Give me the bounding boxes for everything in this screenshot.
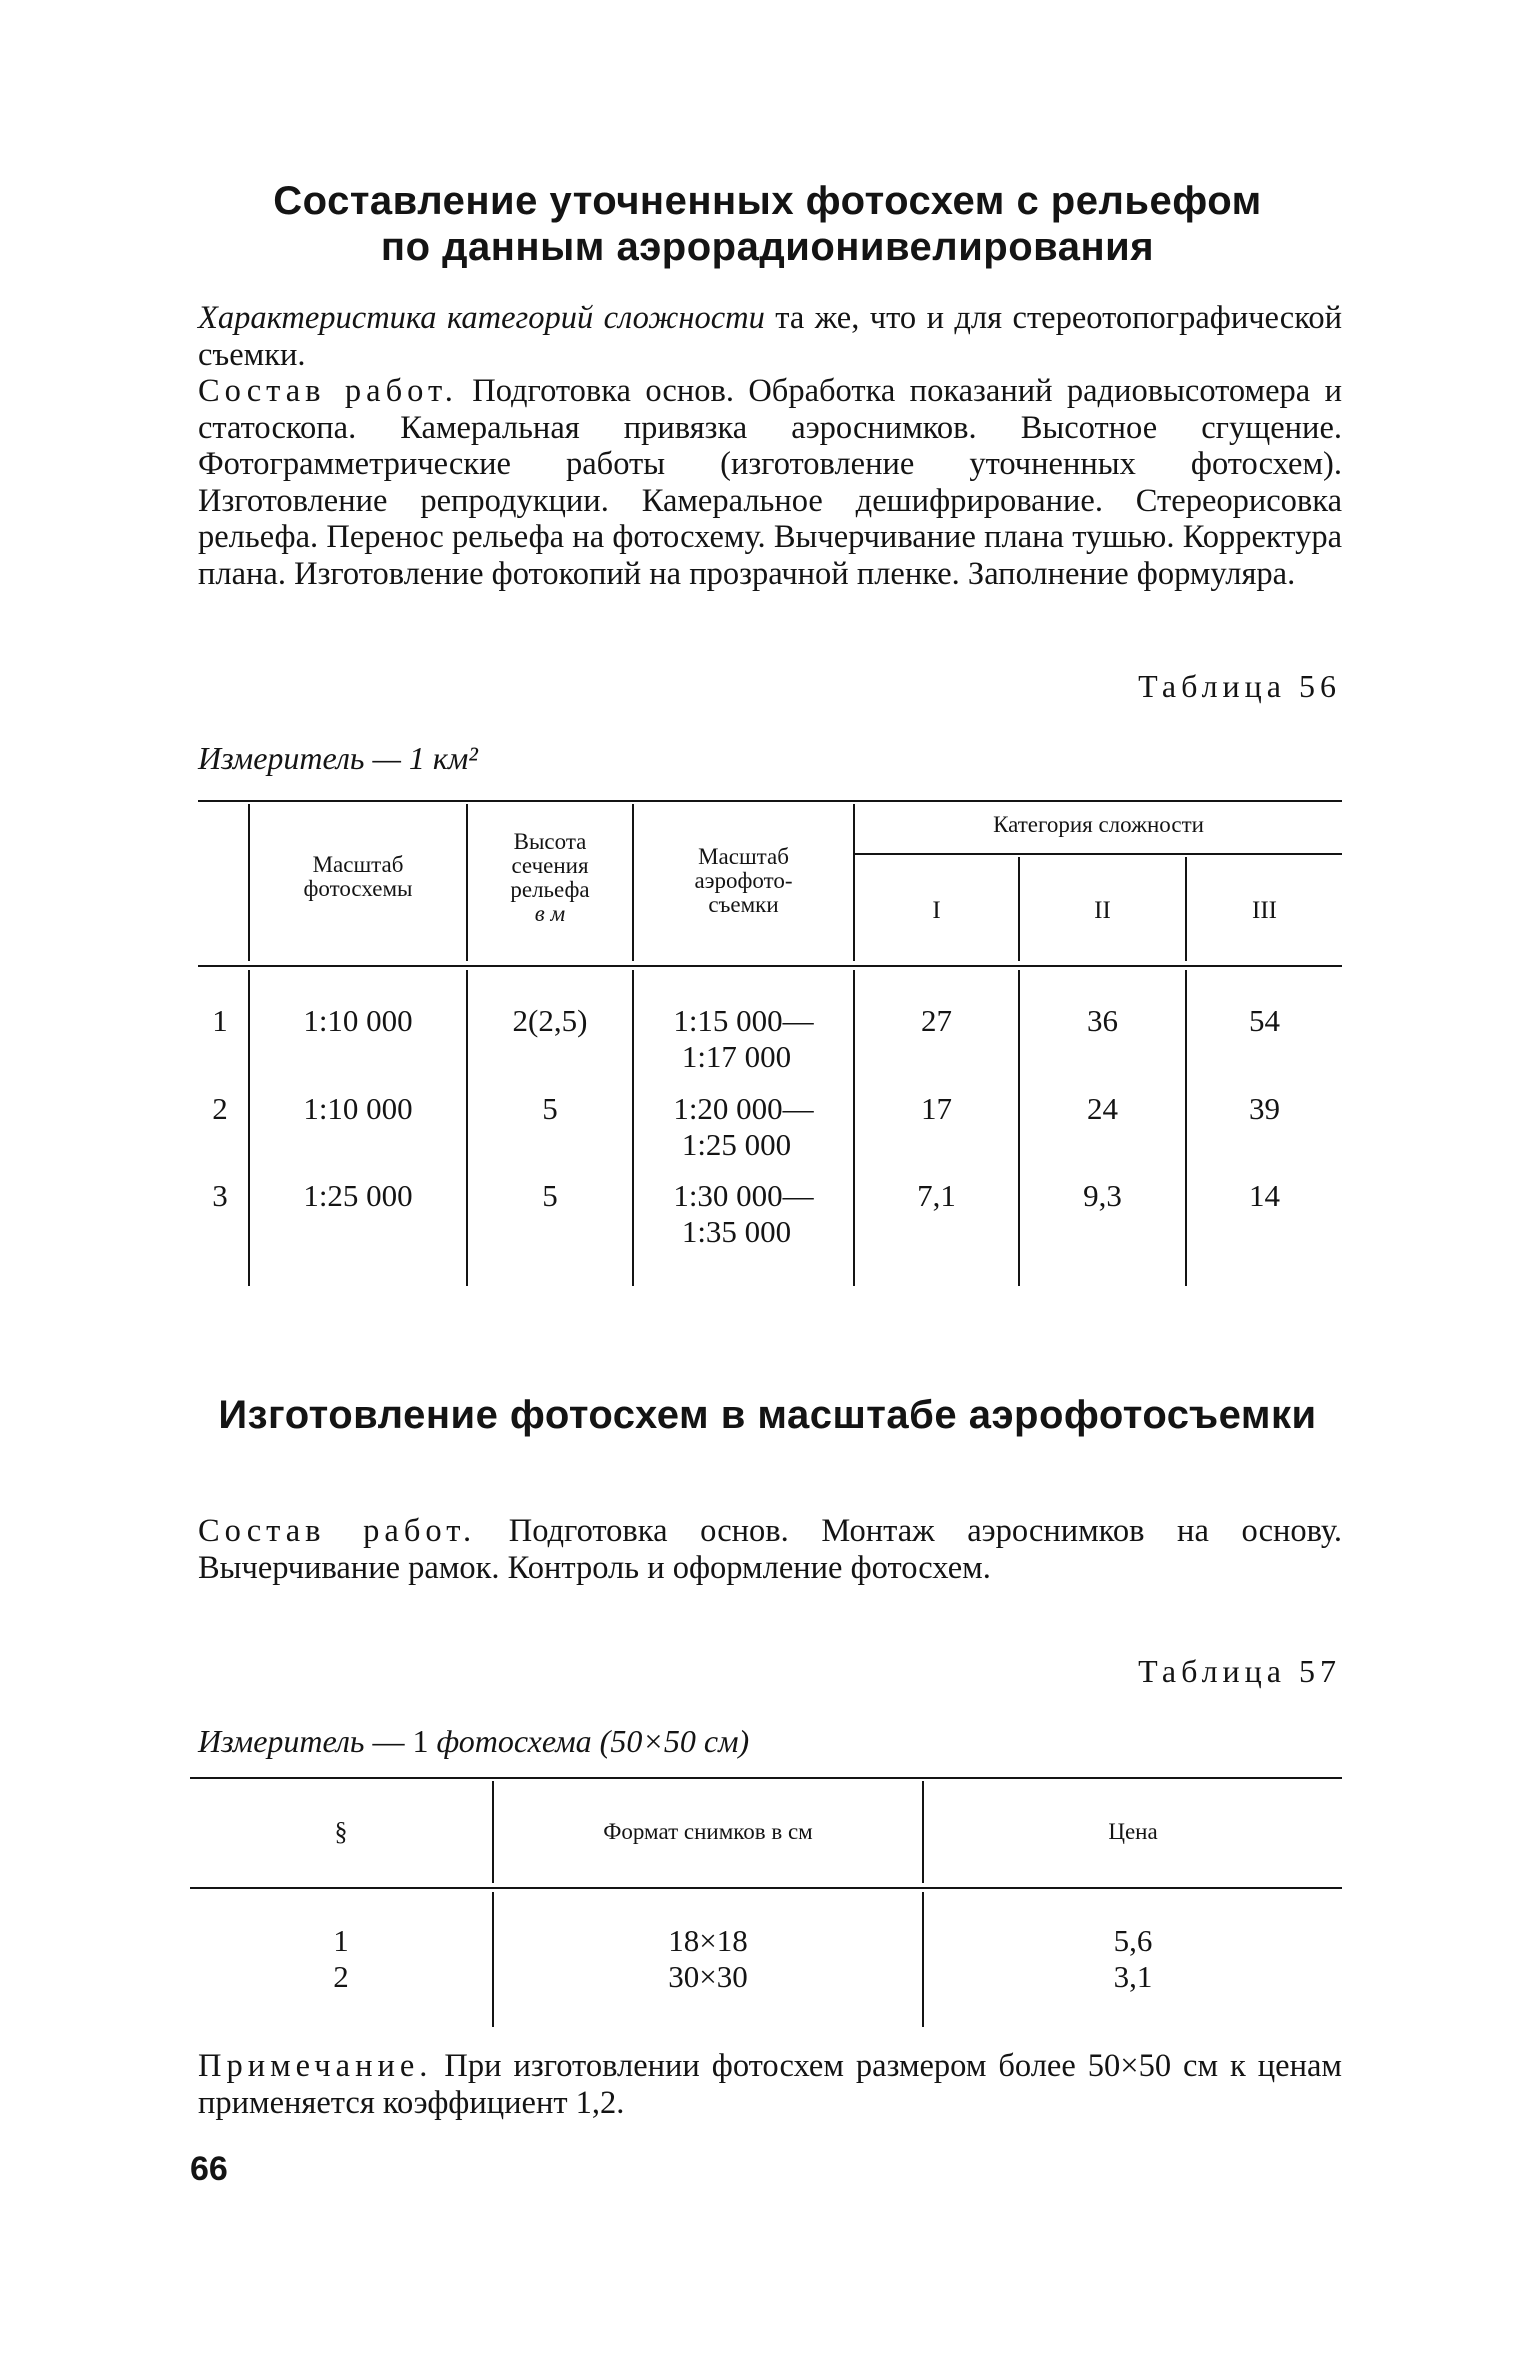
aerial-scale-to: 1:35 000 [681, 1214, 792, 1249]
header-category: Категория сложности [993, 812, 1204, 837]
price-cat2: 9,3 [1083, 1178, 1122, 1213]
row-number: 2 [333, 1959, 349, 1994]
price-cat2: 24 [1087, 1091, 1118, 1126]
header-aerial-scale [634, 845, 853, 917]
aerial-scale-from: 1:15 000— [673, 1003, 814, 1038]
table56-header-rule [198, 965, 1342, 967]
price: 3,1 [1113, 1959, 1153, 1994]
snapshot-format: 18×18 [668, 1923, 748, 1958]
header-text: съемки [708, 892, 779, 917]
table56-top-rule [198, 800, 1342, 802]
header-paragraph-sign: § [334, 1817, 348, 1846]
price-cat1: 7,1 [917, 1178, 956, 1213]
work-text: Подготовка основ. Монтаж аэроснимков на основу. Вычерчивание рамок. Контроль и оформление фотосхем. [198, 1513, 1342, 1586]
header-cat1: I [932, 897, 941, 924]
header-cat2: II [1094, 897, 1111, 924]
price-cat1: 27 [921, 1003, 952, 1038]
snapshot-format: 30×30 [668, 1959, 748, 1994]
relief-height: 5 [542, 1091, 558, 1126]
table56-measure: Измеритель — 1 км² [198, 740, 478, 776]
work-label: Состав работ. [198, 1513, 477, 1549]
work-label: Состав работ. [198, 373, 458, 409]
price-cat3: 54 [1249, 1003, 1280, 1038]
photo-scale: 1:25 000 [303, 1178, 413, 1213]
section1-paragraph [198, 300, 1342, 592]
price-cat3: 14 [1249, 1178, 1280, 1213]
note-text: При изготовлении фотосхем размером более 50×50 см к ценам применяется коэффициент 1,2. [198, 2048, 1342, 2121]
row-number: 1 [333, 1923, 349, 1958]
row-number: 1 [212, 1003, 228, 1038]
photo-scale: 1:10 000 [303, 1091, 413, 1126]
table57-header-rule [190, 1887, 1342, 1889]
header-text: Масштаб [698, 844, 789, 869]
row-number: 3 [212, 1178, 228, 1213]
relief-height: 2(2,5) [512, 1003, 588, 1038]
header-text: Высота [513, 829, 587, 854]
aerial-scale-from: 1:20 000— [673, 1091, 814, 1126]
work-text: Подготовка основ. Обработка показаний радиовысотомера и статоскопа. Камеральная привязка аэроснимков. Высотное сгущение. Фотограмметрические работы (изготовление уточненных фотосхем). Изготовление репродукции. Камеральное дешифрирование. Стереорисовка рельефа. Перенос рельефа на фотосхему. Вычерчивание плана тушью. Корректура плана. Изготовление фотокопий на прозрачной пленке. Заполнение формуляра. [198, 373, 1343, 592]
aerial-scale-to: 1:25 000 [681, 1127, 792, 1162]
header-text: рельефа [510, 877, 590, 902]
table57-measure [198, 1723, 749, 1760]
page-number: 66 [190, 2150, 228, 2188]
measure-label: Измеритель [198, 1723, 365, 1759]
price-cat3: 39 [1249, 1091, 1280, 1126]
header-text: Масштаб [312, 852, 404, 877]
price-cat2: 36 [1087, 1003, 1118, 1038]
header-relief-height [468, 830, 632, 926]
row-number: 2 [212, 1091, 228, 1126]
header-text: сечения [511, 853, 589, 878]
price-cat1: 17 [921, 1091, 952, 1126]
header-format: Формат снимков в см [603, 1819, 813, 1844]
header-text: аэрофото- [694, 868, 793, 893]
header-text: в м [534, 901, 566, 926]
header-text: фотосхемы [303, 876, 413, 901]
characteristic-rest: та же, что и для стереотопографической съемки. [198, 300, 1342, 373]
section1-title-line2: по данным аэрорадионивелирования [380, 225, 1155, 269]
table56-caption: Таблица 56 [1138, 668, 1341, 704]
aerial-scale-to: 1:17 000 [681, 1039, 792, 1074]
table57-top-rule [190, 1777, 1342, 1779]
section2-title: Изготовление фотосхем в масштабе аэрофотосъемки [218, 1393, 1317, 1437]
measure-count: — 1 [364, 1723, 437, 1759]
table57-caption: Таблица 57 [1138, 1653, 1341, 1689]
header-price: Цена [1108, 1819, 1158, 1844]
note-label: Примечание. [198, 2048, 433, 2084]
characteristic-italic: Характеристика категорий сложности [198, 300, 765, 336]
header-cat3: III [1252, 897, 1277, 924]
section2-paragraph [198, 1513, 1342, 1586]
price: 5,6 [1113, 1923, 1153, 1958]
relief-height: 5 [542, 1178, 558, 1213]
section1-title-line1: Составление уточненных фотосхем с рельефом [273, 179, 1262, 223]
photo-scale: 1:10 000 [303, 1003, 413, 1038]
note-paragraph [198, 2048, 1342, 2121]
aerial-scale-from: 1:30 000— [673, 1178, 814, 1213]
table56-category-rule [855, 853, 1342, 855]
header-photo-scale [250, 853, 466, 901]
measure-unit: фотосхема (50×50 см) [436, 1723, 750, 1759]
